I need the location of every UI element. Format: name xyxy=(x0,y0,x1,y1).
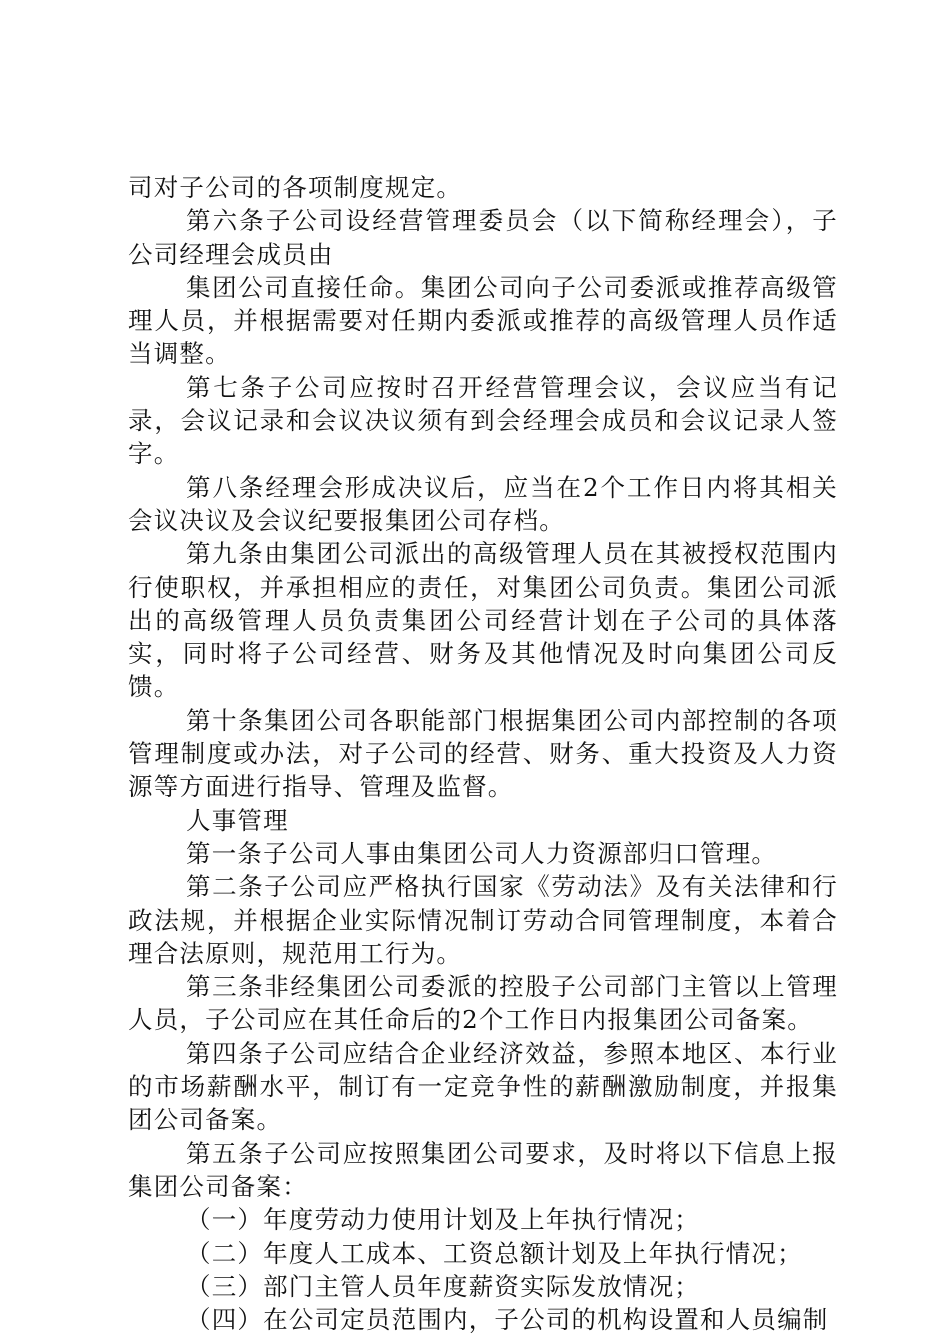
paragraph: 第六条子公司设经营管理委员会（以下简称经理会），子公司经理会成员由 xyxy=(128,206,838,269)
paragraph: 司对子公司的各项制度规定。 xyxy=(128,173,463,202)
list-item: （一）年度劳动力使用计划及上年执行情况； xyxy=(186,1205,700,1235)
paragraph: 第七条子公司应按时召开经营管理会议，会议应当有记录，会议记录和会议决议须有到会经理会成员和会议记录人签字。 xyxy=(128,372,838,469)
paragraph: 第十条集团公司各职能部门根据集团公司内部控制的各项管理制度或办法，对子公司的经营、财务、重大投资及人力资源等方面进行指导、管理及监督。 xyxy=(128,705,838,802)
paragraph: 第二条子公司应严格执行国家《劳动法》及有关法律和行政法规，并根据企业实际情况制订劳动合同管理制度，本着合理合法原则，规范用工行为。 xyxy=(128,872,838,968)
document-body xyxy=(128,171,838,1336)
paragraph: 第五条子公司应按照集团公司要求，及时将以下信息上报集团公司备案： xyxy=(128,1138,838,1201)
section-heading: 人事管理 xyxy=(186,805,289,835)
list-item: （二）年度人工成本、工资总额计划及上年执行情况； xyxy=(186,1238,803,1268)
list-item: （四）在公司定员范围内，子公司的机构设置和人员编制 xyxy=(186,1305,829,1335)
paragraph: 第三条非经集团公司委派的控股子公司部门主管以上管理人员，子公司应在其任命后的2个工作日内报集团公司备案。 xyxy=(128,972,838,1035)
paragraph: 集团公司直接任命。集团公司向子公司委派或推荐高级管理人员，并根据需要对任期内委派或推荐的高级管理人员作适当调整。 xyxy=(128,272,838,369)
list-item: （三）部门主管人员年度薪资实际发放情况； xyxy=(186,1271,700,1301)
paragraph: 第四条子公司应结合企业经济效益，参照本地区、本行业的市场薪酬水平，制订有一定竞争性的薪酬激励制度，并报集团公司备案。 xyxy=(128,1038,838,1135)
paragraph: 第九条由集团公司派出的高级管理人员在其被授权范围内行使职权，并承担相应的责任，对集团公司负责。集团公司派出的高级管理人员负责集团公司经营计划在子公司的具体落实，同时将子公司经营、财务及其他情况及时向集团公司反馈。 xyxy=(128,539,838,702)
paragraph: 第八条经理会形成决议后，应当在2个工作日内将其相关会议决议及会议纪要报集团公司存档。 xyxy=(128,472,838,535)
paragraph: 第一条子公司人事由集团公司人力资源部归口管理。 xyxy=(186,838,778,868)
